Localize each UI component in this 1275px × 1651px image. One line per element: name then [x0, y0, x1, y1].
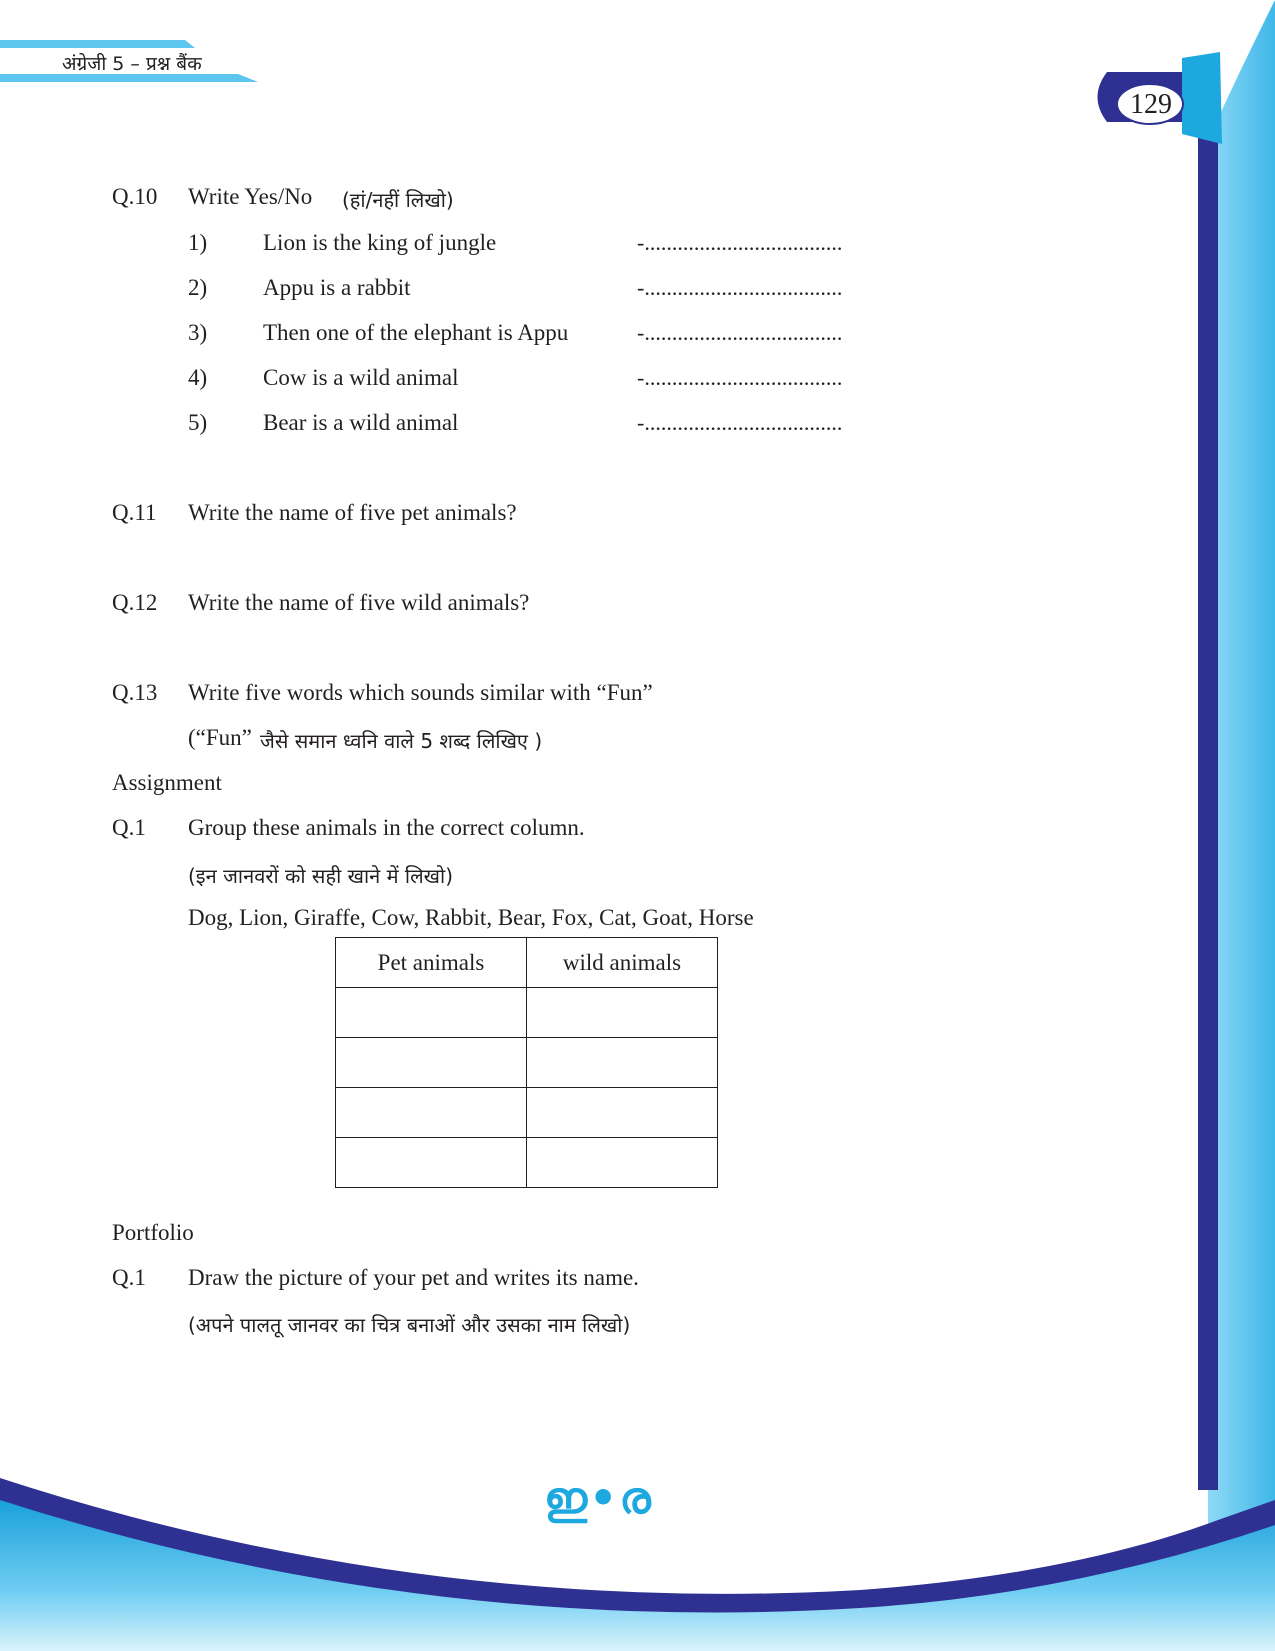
- pet-cell[interactable]: [336, 1088, 527, 1138]
- wild-cell[interactable]: [527, 988, 718, 1038]
- header-strip: [0, 40, 195, 48]
- table-row: [336, 988, 718, 1038]
- wild-cell[interactable]: [527, 1088, 718, 1138]
- pet-animals-header: Pet animals: [336, 938, 527, 988]
- portfolio-q1-number: Q.1: [112, 1265, 146, 1290]
- q10-item-1-text: Lion is the king of jungle: [263, 230, 497, 255]
- q10-item-1-blank[interactable]: -....................................: [637, 230, 843, 255]
- q10-number: Q.10: [112, 184, 158, 209]
- pet-cell[interactable]: [336, 1038, 527, 1088]
- q10-item-3-number: 3): [188, 320, 208, 345]
- side-panel: [1208, 0, 1275, 1651]
- page-number: 129: [1130, 89, 1172, 120]
- q10-text: Write Yes/No: [188, 184, 313, 209]
- footer-ornament: ഇ•ര: [544, 1473, 653, 1524]
- q10-item-2-blank[interactable]: -....................................: [637, 275, 843, 300]
- q13-hindi: जैसे समान ध्वनि वाले 5 शब्द लिखिए ): [260, 729, 543, 753]
- portfolio-heading: Portfolio: [112, 1220, 194, 1245]
- q10-item-2-text: Appu is a rabbit: [263, 275, 411, 300]
- q10-item-3-text: Then one of the elephant is Appu: [263, 320, 569, 345]
- pet-cell[interactable]: [336, 988, 527, 1038]
- animal-group-table: [335, 937, 718, 1188]
- q10-item-5-blank[interactable]: -....................................: [637, 410, 843, 435]
- table-row: [336, 1088, 718, 1138]
- q12-number: Q.12: [112, 590, 158, 615]
- q10-item-5-number: 5): [188, 410, 208, 435]
- wild-cell[interactable]: [527, 1038, 718, 1088]
- table-row: [336, 1138, 718, 1188]
- q11-text: Write the name of five pet animals?: [188, 500, 517, 525]
- animal-list: Dog, Lion, Giraffe, Cow, Rabbit, Bear, Fox, Cat, Goat, Horse: [188, 905, 754, 930]
- book-title: अंग्रेजी 5 – प्रश्न बैंक: [62, 53, 202, 75]
- wild-cell[interactable]: [527, 1138, 718, 1188]
- assignment-q1-number: Q.1: [112, 815, 146, 840]
- wild-animals-header: wild animals: [527, 938, 718, 988]
- q13-text: Write five words which sounds similar with “Fun”: [188, 680, 653, 705]
- q10-item-4-text: Cow is a wild animal: [263, 365, 459, 390]
- q10-item-4-number: 4): [188, 365, 208, 390]
- q10-item-4-blank[interactable]: -....................................: [637, 365, 843, 390]
- portfolio-q1-text: Draw the picture of your pet and writes its name.: [188, 1265, 639, 1290]
- assignment-heading: Assignment: [112, 770, 222, 795]
- q10-item-5-text: Bear is a wild animal: [263, 410, 459, 435]
- side-dark-bar: [1198, 60, 1218, 1490]
- q10-item-1-number: 1): [188, 230, 208, 255]
- table-header-row: [336, 938, 718, 988]
- q10-hindi: (हां/नहीं लिखो): [342, 188, 454, 212]
- pet-cell[interactable]: [336, 1138, 527, 1188]
- table-row: [336, 1038, 718, 1088]
- q12-text: Write the name of five wild animals?: [188, 590, 530, 615]
- portfolio-q1-hindi: (अपने पालतू जानवर का चित्र बनाओं और उसका नाम लिखो): [188, 1313, 631, 1337]
- q11-number: Q.11: [112, 500, 157, 525]
- assignment-q1-hindi: (इन जानवरों को सही खाने में लिखो): [188, 864, 454, 888]
- q13-hindi-fun: (“Fun”: [188, 725, 252, 750]
- q10-item-3-blank[interactable]: -....................................: [637, 320, 843, 345]
- assignment-q1-text: Group these animals in the correct column.: [188, 815, 585, 840]
- q10-item-2-number: 2): [188, 275, 208, 300]
- q13-number: Q.13: [112, 680, 158, 705]
